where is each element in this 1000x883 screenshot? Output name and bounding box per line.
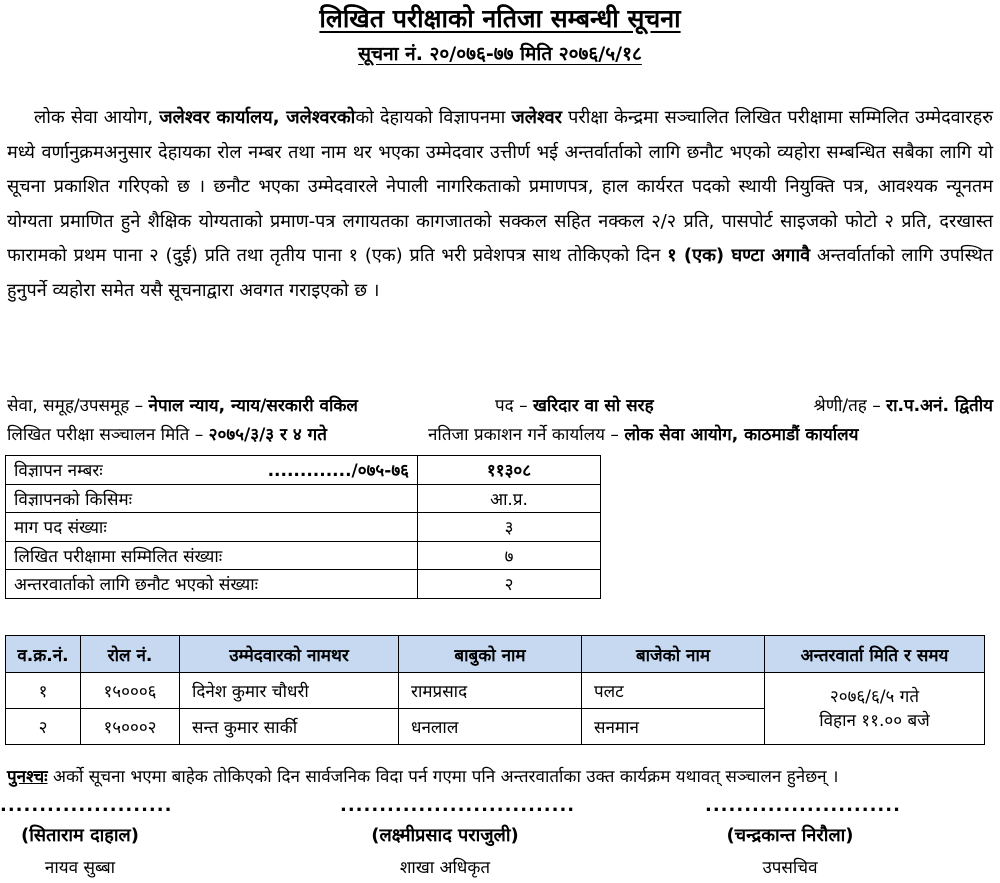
signatory-position: शाखा अधिकृत <box>399 858 491 878</box>
signatory-name: (चन्द्रकान्त निरौला) <box>726 825 854 846</box>
demand-value: ३ <box>418 513 601 542</box>
selected-label: अन्तरवार्ताको लागि छनौट भएको संख्याः <box>6 570 418 599</box>
level-field <box>814 393 993 419</box>
row-name: सन्त कुमार सार्की <box>180 709 399 745</box>
level-label: श्रेणी/तह – <box>813 396 887 416</box>
paragraph-bold-center: जलेश्वर <box>511 107 562 128</box>
paragraph-text: को देहायको विज्ञापनमा <box>355 107 512 128</box>
header-name: उम्मेदवारको नामथर <box>180 636 399 673</box>
summary-row-adv-no <box>6 456 601 485</box>
adv-no-value: ११३०८ <box>418 456 601 485</box>
row-grandfather: सनमान <box>582 709 765 745</box>
post-field <box>495 393 654 419</box>
row-name: दिनेश कुमार चौधरी <box>180 673 399 709</box>
notice-number: सूचना नं. २०/०७६-७७ मिति २०७६/५/१८ <box>358 43 642 65</box>
paragraph-bold-office: जलेश्वर कार्यालय, जलेश्वरको <box>159 107 356 128</box>
demand-label: माग पद संख्याः <box>6 513 418 542</box>
service-label: सेवा, समूह/उपसमूह – <box>7 396 149 416</box>
paragraph-text: परीक्षा केन्द्रमा सञ्चालित लिखित परीक्षामा सम्मिलित उम्मेदवारहरु मध्ये वर्णानुक्रमअनुसार देहायका रोल नम्बर तथा नाम थर भएका उम्मेदवार उत्तीर्ण भई अन्तर्वार्ताको लागि छनौट भएको व्यहोरा सम्बन्धित सबैका लागि यो सूचना प्रकाशित गरिएको छ । छनौट भएका उम्मेदवारले नेपाली नागरिकताको प्रमाणपत्र, हाल कार्यरत पदको स्थायी नियुक्ति पत्र, आवश्यक न्यूनतम योग्यता प्रमाणित हुने शैक्षिक योग्यताको प्रमाण-पत्र लगायतका कागजातको सक्कल सहित नक्कल २/२ प्रति, पासपोर्ट साइजको फोटो २ प्रति, दरखास्त फारामको प्रथम पाना २ (दुई) प्रति तथा तृतीय पाना १ (एक) प्रति भरी प्रवेशपत्र साथ तोकिएको दिन <box>7 107 993 266</box>
row-roll: १५०००२ <box>81 709 180 745</box>
header-roll: रोल नं. <box>81 636 180 673</box>
office-field <box>428 422 859 448</box>
table-row <box>6 673 985 709</box>
adv-no-suffix: ............./०७५-७६ <box>267 461 409 482</box>
paragraph-bold-time: १ (एक) घण्टा अगावै <box>667 245 811 266</box>
exam-date-label: लिखित परीक्षा सञ्चालन मिति – <box>7 425 209 445</box>
paragraph-text: लोक सेवा आयोग, <box>34 107 160 128</box>
results-table <box>5 635 985 745</box>
summary-table <box>5 455 601 599</box>
appeared-value: ७ <box>418 541 601 570</box>
summary-row-appeared <box>6 541 601 570</box>
adv-type-label: विज्ञापनको किसिमः <box>6 484 418 513</box>
header-father: बाबुको नाम <box>399 636 582 673</box>
post-value: खरिदार वा सो सरह <box>533 396 654 416</box>
selected-value: २ <box>418 570 601 599</box>
adv-no-label: विज्ञापन नम्बरः <box>14 461 103 482</box>
postscript <box>7 764 993 790</box>
row-sn: १ <box>6 673 81 709</box>
office-label: नतिजा प्रकाशन गर्ने कार्यालय – <box>428 425 625 445</box>
signatory-position: नायव सुब्बा <box>44 858 116 878</box>
header-grandfather: बाजेको नाम <box>582 636 765 673</box>
signature-block <box>0 795 173 882</box>
summary-row-demand <box>6 513 601 542</box>
office-value: लोक सेवा आयोग, काठमाडौं कार्यालय <box>624 425 859 445</box>
appeared-label: लिखित परीक्षामा सम्मिलित संख्याः <box>6 541 418 570</box>
post-label: पद – <box>495 396 533 416</box>
service-value: नेपाल न्याय, न्याय/सरकारी वकिल <box>148 396 358 416</box>
signature-line: .............................. <box>340 795 576 816</box>
signature-line: ......................... <box>705 795 901 816</box>
signatory-name: (सिताराम दाहाल) <box>21 825 139 846</box>
header-interview: अन्तरवार्ता मिति र समय <box>765 636 985 673</box>
notice-paragraph <box>7 101 993 308</box>
signatory-name: (लक्ष्मीप्रसाद पराजुली) <box>371 825 519 846</box>
signature-line: ...................... <box>0 795 173 816</box>
header-sn: व.क्र.नं. <box>6 636 81 673</box>
paragraph-text: अन्तर्वार्ताको लागि उपस्थित हुनुपर्ने व्यहोरा समेत यसै सूचनाद्वारा अवगत गराइएको छ । <box>7 245 993 301</box>
interview-date: २०७६/६/५ गते <box>829 686 920 707</box>
row-roll: १५०००६ <box>81 673 180 709</box>
signature-block <box>705 795 901 882</box>
signatory-position: उपसचिव <box>762 858 818 878</box>
summary-label-cell <box>6 456 418 485</box>
level-value: रा.प.अनं. द्वितीय <box>886 396 993 416</box>
service-field <box>7 393 358 419</box>
notice-title: लिखित परीक्षाको नतिजा सम्बन्धी सूचना <box>319 4 681 33</box>
interview-datetime <box>765 673 985 745</box>
signature-block <box>340 795 576 882</box>
row-father: रामप्रसाद <box>399 673 582 709</box>
interview-time: विहान ११.०० बजे <box>819 710 930 731</box>
summary-row-adv-type <box>6 484 601 513</box>
exam-date-value: २०७५/३/३ र ४ गते <box>208 425 327 445</box>
results-header-row <box>6 636 985 673</box>
postscript-label: पुनश्चः <box>7 767 48 787</box>
row-sn: २ <box>6 709 81 745</box>
adv-type-value: आ.प्र. <box>418 484 601 513</box>
row-grandfather: पलट <box>582 673 765 709</box>
summary-row-selected <box>6 570 601 599</box>
exam-date-field <box>7 422 327 448</box>
row-father: धनलाल <box>399 709 582 745</box>
postscript-text: अर्को सूचना भएमा बाहेक तोकिएको दिन सार्वजनिक विदा पर्न गएमा पनि अन्तरवार्ताका उक्त कार्यक्रम यथावत् सञ्चालन हुनेछन् । <box>47 767 839 787</box>
